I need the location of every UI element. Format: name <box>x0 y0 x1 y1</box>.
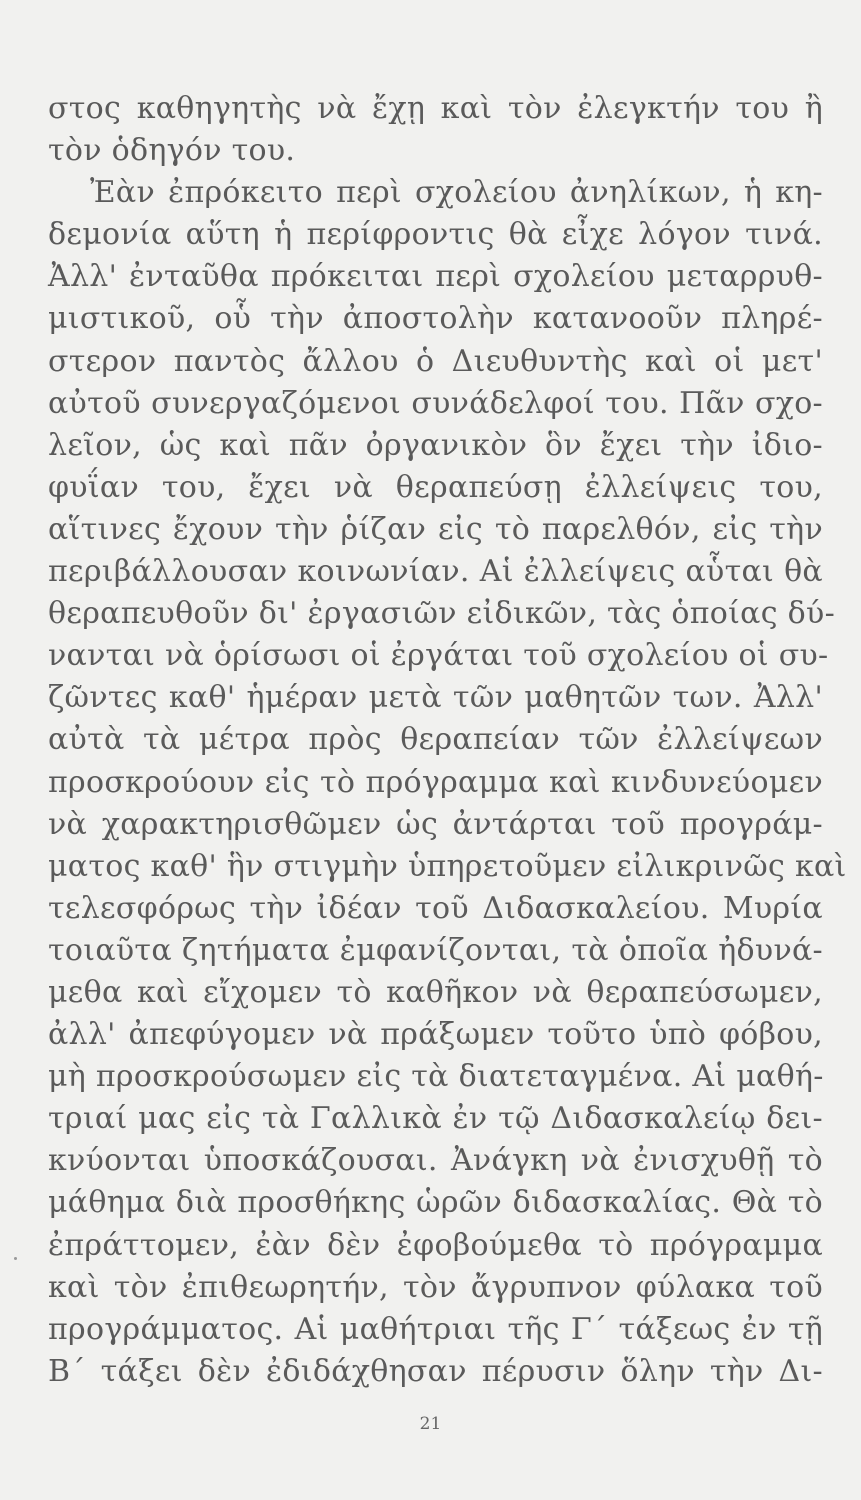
text-line: περιβάλλουσαν κοινωνίαν. Αἱ ἐλλείψεις αὗται θὰ <box>48 554 823 590</box>
text-line: καὶ τὸν ἐπιθεωρητήν, τὸν ἄγρυπνον φύλακα τοῦ <box>48 1269 823 1305</box>
text-line: αἵτινες ἔχουν τὴν ῥίζαν εἰς τὸ παρελθόν, εἰς τὴν <box>48 511 823 547</box>
text-line: αὐτοῦ συνεργαζόμενοι συνάδελφοί του. Πᾶν σχο- <box>48 385 823 421</box>
body-text <box>48 88 847 1393</box>
text-line: αὐτὰ τὰ μέτρα πρὸς θεραπείαν τῶν ἐλλείψεων <box>48 722 823 758</box>
text-line: μάθημα διὰ προσθήκης ὡρῶν διδασκαλίας. Θὰ τὸ <box>48 1185 823 1221</box>
text-line: νανται νὰ ὁρίσωσι οἱ ἐργάται τοῦ σχολείου οἱ συ- <box>48 638 829 674</box>
text-line: Ἐὰν ἐπρόκειτο περὶ σχολείου ἀνηλίκων, ἡ κη- <box>90 175 823 211</box>
text-line: κνύονται ὑποσκάζουσαι. Ἀνάγκη νὰ ἐνισχυθῇ τὸ <box>48 1143 823 1179</box>
text-line: τοιαῦτα ζητήματα ἐμφανίζονται, τὰ ὁποῖα ἠδυνά- <box>48 932 823 968</box>
text-line: ζῶντες καθ' ἡμέραν μετὰ τῶν μαθητῶν των. Ἀλλ' <box>48 680 823 716</box>
text-line: ἀλλ' ἀπεφύγομεν νὰ πράξωμεν τοῦτο ὑπὸ φόβου, <box>48 1017 823 1053</box>
margin-speck <box>14 1257 17 1260</box>
text-line: τὸν ὁδηγόν του. <box>48 133 296 169</box>
text-line: στος καθηγητὴς νὰ ἔχῃ καὶ τὸν ἐλεγκτήν του ἢ <box>48 91 823 126</box>
text-line: προγράμματος. Αἱ μαθήτριαι τῆς Γ΄ τάξεως ἐν τῇ <box>48 1311 823 1347</box>
text-line: δεμονία αὕτη ἡ περίφροντις θὰ εἶχε λόγον τινά. <box>48 217 823 253</box>
text-line: μεθα καὶ εἴχομεν τὸ καθῆκον νὰ θεραπεύσωμεν, <box>48 974 823 1010</box>
text-line: μιστικοῦ, οὗ τὴν ἀποστολὴν κατανοοῦν πληρέ- <box>48 301 823 337</box>
text-line: λεῖον, ὡς καὶ πᾶν ὀργανικὸν ὃν ἔχει τὴν ἰδιο- <box>48 427 823 463</box>
text-line: Ἀλλ' ἐνταῦθα πρόκειται περὶ σχολείου μεταρρυθ- <box>48 259 823 295</box>
text-line: ἐπράττομεν, ἐὰν δὲν ἐφοβούμεθα τὸ πρόγραμμα <box>48 1227 823 1263</box>
text-line: ματος καθ' ἣν στιγμὴν ὑπηρετοῦμεν εἰλικρινῶς καὶ <box>48 848 847 884</box>
text-line: στερον παντὸς ἄλλου ὁ Διευθυντὴς καὶ οἱ μετ' <box>48 343 823 379</box>
text-line: τριαί μας εἰς τὰ Γαλλικὰ ἐν τῷ Διδασκαλείῳ δει- <box>48 1101 823 1137</box>
page-number: 21 <box>419 1414 442 1434</box>
text-line: θεραπευθοῦν δι' ἐργασιῶν εἰδικῶν, τὰς ὁποίας δύ- <box>48 596 836 632</box>
text-line: φυΐαν του, ἔχει νὰ θεραπεύσῃ ἐλλείψεις του, <box>48 469 823 505</box>
text-line: Β΄ τάξει δὲν ἐδιδάχθησαν πέρυσιν ὅλην τὴν Δι- <box>48 1353 823 1389</box>
text-line: τελεσφόρως τὴν ἰδέαν τοῦ Διδασκαλείου. Μυρία <box>48 890 823 926</box>
text-line: νὰ χαρακτηρισθῶμεν ὡς ἀντάρται τοῦ προγράμ- <box>48 806 823 842</box>
text-line: μὴ προσκρούσωμεν εἰς τὰ διατεταγμένα. Αἱ μαθή- <box>48 1059 824 1095</box>
text-line: προσκρούουν εἰς τὸ πρόγραμμα καὶ κινδυνεύομεν <box>48 764 823 800</box>
